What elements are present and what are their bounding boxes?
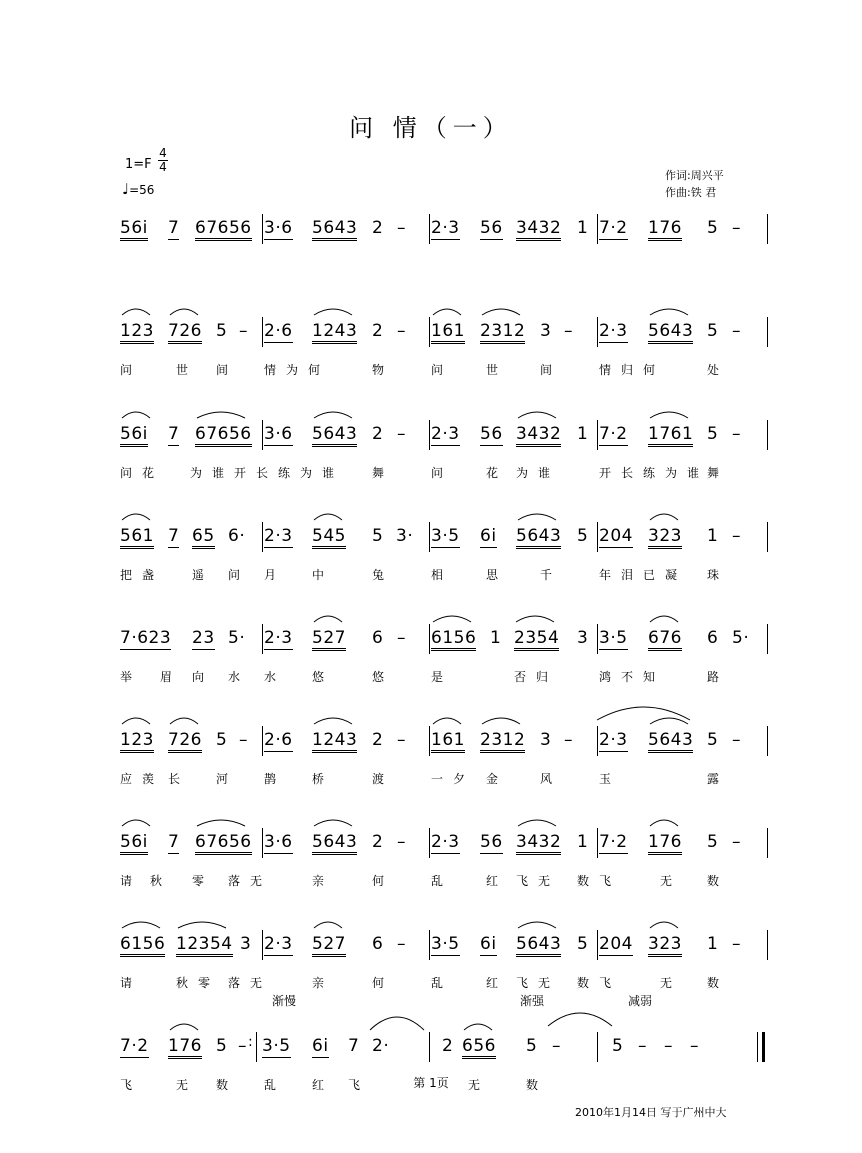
note-group: 5· [228,628,246,648]
note-group: – [397,628,406,648]
lyric-text: 何 [372,874,385,888]
note-group: 5 [372,526,384,546]
note-group: – [664,1036,673,1056]
note-group: 204 [599,934,633,954]
note-group: 65 [192,526,215,549]
note-group: 3·5 [431,526,460,546]
note-group: 7·2 [599,424,628,444]
note-group: 3 [540,730,552,750]
lyric-text: 间 [216,363,229,377]
note-group: 5 [216,730,228,750]
lyric-text: 红 [312,1078,325,1092]
slur-mark [464,1024,492,1030]
note-group: – [732,934,741,954]
note-group: 176 [168,1036,202,1059]
lyric-text: 无 [176,1078,189,1092]
note-group: – [732,218,741,238]
lyric-text: 为谁开长练为谁 [190,466,345,480]
lyric-text: 桥 [312,772,325,786]
lyric-text: 遥 [192,568,205,582]
slur-mark [314,514,342,520]
note-group: 5 [707,730,719,750]
note-group: 3·5 [262,1036,291,1056]
note-group: 3 [240,934,252,954]
note-group: 6 [707,628,719,648]
lyric-text: 无 [660,976,673,990]
note-group: 7 [168,424,180,444]
slur-mark [482,718,520,724]
note-group: 6i [480,526,497,546]
lyric-text: 问 [431,466,444,480]
lyric-text: 飞无 [516,874,561,888]
lyric-text: 问 [431,363,444,377]
note-group: 3 [577,628,589,648]
note-group: 5 [612,1036,624,1056]
lyric-text: 处 [707,363,720,377]
note-group: 2 [442,1036,454,1056]
tempo-value: =56 [129,183,155,197]
note-group: 5643 [312,832,357,855]
lyric-text: 把盏 [120,568,165,582]
key-signature: 1=F [125,157,152,172]
lyric-text: 何 [372,976,385,990]
slur-mark [433,616,471,622]
dynamic-marking: 渐强 [520,994,545,1008]
note-group: – [397,832,406,852]
note-group: – [397,730,406,750]
lyric-text: 年泪已凝 [599,568,688,582]
lyricist-credit: 作词:周兴平 [665,169,724,182]
lyric-text: 兔 [372,568,385,582]
slur-mark [482,309,520,315]
note-group: 6156 [120,934,165,957]
lyric-text: 千 [540,568,553,582]
slur-mark [518,820,556,826]
note-group: 1 [577,832,589,852]
note-group: 7·2 [599,832,628,852]
lyric-text: 珠 [707,568,720,582]
note-group: 1 [577,218,589,238]
slur-mark [197,412,245,418]
lyric-text: 相 [431,568,444,582]
slur-mark [650,820,678,826]
lyric-text: 河 [216,772,229,786]
note-group: 5643 [648,730,693,753]
note-group: 56 [480,218,503,238]
lyric-text: 数飞 [577,874,622,888]
note-group: 12354 [176,934,233,957]
note-group: – [239,730,248,750]
lyric-text: 舞 [372,466,385,480]
note-group: 527 [312,934,346,957]
note-group: 2 [372,321,384,341]
time-sig-top: 4 [159,146,167,160]
note-group: 2312 [480,321,525,344]
note-group: 3·6 [264,832,293,852]
note-group: 5· [732,628,750,648]
quarter-note-icon: ♩ [122,180,130,198]
slur-mark [650,616,678,622]
note-group: 161 [431,321,465,344]
slur-mark [433,718,461,724]
lyric-text: 飞 [348,1078,361,1092]
dynamic-marking: 减弱 [628,994,653,1008]
note-group: – [732,526,741,546]
note-group: 6156 [431,628,476,651]
lyric-text: 秋零 [176,976,221,990]
note-group: 5 [577,526,589,546]
note-group: 2·6 [264,321,293,341]
slur-mark [548,1013,612,1026]
note-group: 527 [312,628,346,651]
note-group: 6 [372,628,384,648]
lyric-text: 数 [526,1078,539,1092]
lyric-text: 金 [486,772,499,786]
lyric-text: 落无 [228,874,273,888]
note-group: 5643 [312,424,357,447]
note-group: 323 [648,934,682,957]
note-group: 1 [490,628,502,648]
lyric-text: 数 [707,976,720,990]
lyric-text: 悠 [372,670,385,684]
slur-mark [170,309,198,315]
note-group: 1761 [648,424,693,447]
slur-mark [650,514,678,520]
note-group: 5643 [516,934,561,957]
lyric-text: 中 [312,568,325,582]
lyric-text: 乱 [431,976,444,990]
note-group: 5643 [516,526,561,549]
lyric-text: 数 [216,1078,229,1092]
lyric-text: 举 [120,670,133,684]
note-group: 5 [707,832,719,852]
note-group: 123 [120,321,154,344]
slur-mark [314,718,352,724]
lyric-text: 渡 [372,772,385,786]
slur-mark [518,514,556,520]
note-group: 561 [120,526,154,549]
lyric-text: 请 [120,976,133,990]
note-group: 2·3 [264,628,293,648]
note-group: 2·3 [431,832,460,852]
slur-mark [597,707,690,720]
lyric-text: 应羡 [120,772,165,786]
note-group: 176 [648,832,682,855]
lyric-text: 水 [228,670,241,684]
lyric-text: 一夕 [431,772,476,786]
slur-mark [178,922,226,928]
slur-mark [370,1017,424,1030]
lyric-text: 水 [264,670,277,684]
note-group: 1243 [312,730,357,753]
slur-mark [122,718,150,724]
note-group: 176 [648,218,682,241]
note-group: 1 [707,934,719,954]
lyric-text: 无 [660,874,673,888]
note-group: 3432 [516,424,561,447]
slur-mark [650,412,688,418]
note-group: 161 [431,730,465,753]
time-sig-bottom: 4 [159,160,167,174]
note-group: – [239,321,248,341]
note-group: 1243 [312,321,357,344]
note-group: 545 [312,526,346,549]
note-group: 56i [120,424,148,447]
lyric-text: 思 [486,568,499,582]
lyric-text: 情为何 [264,363,331,377]
note-group: 2·6 [264,730,293,750]
slur-mark [122,922,160,928]
note-group: – [564,321,573,341]
note-group: 7 [168,218,180,238]
note-group: – [732,730,741,750]
note-group: 2· [372,1036,390,1056]
note-group: 726 [168,321,202,344]
note-group: – [732,424,741,444]
lyric-text: 乱 [264,1078,277,1092]
note-group: 656 [462,1036,496,1059]
lyric-text: 问 [228,568,241,582]
lyric-text: 问 [120,363,133,377]
note-group: – [238,1036,247,1056]
note-group: 6i [312,1036,329,1056]
note-group: 7 [168,832,180,852]
note-group: 2·3 [264,526,293,546]
note-group: 3· [396,526,414,546]
lyric-text: 亲 [312,976,325,990]
note-group: 3432 [516,832,561,855]
note-group: 7 [348,1036,360,1056]
note-group: – [638,1036,647,1056]
lyric-text: 为谁 [516,466,561,480]
note-group: 676 [648,628,682,651]
lyric-text: 间 [540,363,553,377]
slur-mark [122,820,150,826]
note-group: – [552,1036,561,1056]
slur-mark [314,412,352,418]
note-group: 2·3 [431,218,460,238]
page-number: 第 1页 [413,1076,449,1090]
note-group: 2354 [514,628,559,651]
slur-mark [650,309,688,315]
lyric-text: 无 [468,1078,481,1092]
lyric-text: 开长练为谁 [599,466,710,480]
lyric-text: 是 [431,670,444,684]
lyric-text: 世 [486,363,499,377]
note-group: 2·3 [264,934,293,954]
slur-mark [314,922,342,928]
note-group: 7·2 [120,1036,149,1056]
note-group: 1 [577,424,589,444]
note-group: 3·6 [264,424,293,444]
slur-mark [314,820,352,826]
note-group: 56i [120,832,148,855]
note-group: 7·623 [120,628,172,648]
slur-mark [433,309,461,315]
lyric-text: 落无 [228,976,273,990]
lyric-text: 红 [486,874,499,888]
lyric-text: 亲 [312,874,325,888]
lyric-text: 鸿不知 [599,670,666,684]
lyric-text: 月 [264,568,277,582]
slur-mark [170,718,198,724]
footer-date: 2010年1月14日 写于广州中大 [575,1106,727,1119]
lyric-text: 数 [707,874,720,888]
lyric-text: 红 [486,976,499,990]
note-group: 2 [372,730,384,750]
lyric-text: 舞 [707,466,720,480]
slur-mark [518,922,556,928]
slur-mark [314,309,352,315]
lyric-text: 秋 [150,874,163,888]
note-group: 323 [648,526,682,549]
note-group: 3·6 [264,218,293,238]
lyric-text: 问花 [120,466,165,480]
note-group: – [732,832,741,852]
note-group: 5 [577,934,589,954]
note-group: – [690,1036,699,1056]
lyric-text: 请 [120,874,133,888]
lyric-text: 乱 [431,874,444,888]
slur-mark [197,820,245,826]
slur-mark [650,922,678,928]
slur-mark [122,412,150,418]
note-group: 3 [540,321,552,341]
note-group: 5643 [648,321,693,344]
lyric-text: 风 [540,772,553,786]
note-group: 23 [192,628,215,648]
note-group: 67656 [195,218,252,241]
note-group: – [397,424,406,444]
lyric-text: 鹊 [264,772,277,786]
note-group: 204 [599,526,633,546]
slur-mark [650,718,688,724]
slur-mark [518,412,556,418]
note-group: 2 [372,832,384,852]
slur-mark [122,514,150,520]
note-group: – [732,321,741,341]
lyric-text: 零 [192,874,205,888]
note-group: 56 [480,424,503,444]
note-group: 3·5 [599,628,628,648]
note-group: 123 [120,730,154,753]
note-group: 6 [372,934,384,954]
note-group: 67656 [195,424,252,447]
note-group: – [397,218,406,238]
note-group: 5 [707,321,719,341]
note-group: 56 [480,832,503,852]
lyric-text: 情归何 [599,363,666,377]
lyric-text: 数飞 [577,976,622,990]
note-group: – [397,934,406,954]
note-group: 2 [372,424,384,444]
note-group: 5 [707,218,719,238]
note-group: 56i [120,218,148,241]
note-group: 2·3 [431,424,460,444]
note-group: 2 [372,218,384,238]
note-group: – [564,730,573,750]
note-group: 1 [707,526,719,546]
page-title: 问 情（一） [349,114,513,142]
lyric-text: 物 [372,363,385,377]
note-group: 5 [216,1036,228,1056]
slur-mark [122,309,150,315]
note-group: 3432 [516,218,561,241]
note-group: 5643 [312,218,357,241]
note-group: – [397,321,406,341]
note-group: 2312 [480,730,525,753]
slur-mark [170,1024,198,1030]
note-group: 5 [707,424,719,444]
note-group: 6i [480,934,497,954]
repeat-dots: : [248,1034,254,1050]
note-group: 3·5 [431,934,460,954]
note-group: 5 [526,1036,538,1056]
note-group: 67656 [195,832,252,855]
lyric-text: 眉 [160,670,173,684]
slur-mark [314,616,342,622]
lyric-text: 世 [176,363,189,377]
lyric-text: 悠 [312,670,325,684]
lyric-text: 长 [168,772,181,786]
lyric-text: 否归 [514,670,559,684]
lyric-text: 飞无 [516,976,561,990]
lyric-text: 花 [486,466,499,480]
note-group: 726 [168,730,202,753]
note-group: 6· [228,526,246,546]
lyric-text: 玉 [599,772,612,786]
slur-mark [516,616,554,622]
composer-credit: 作曲:铁 君 [665,186,717,199]
note-group: 5 [216,321,228,341]
lyric-text: 路 [707,670,720,684]
lyric-text: 露 [707,772,720,786]
note-group: 7 [168,526,180,546]
note-group: 2·3 [599,730,628,750]
lyric-text: 向 [192,670,205,684]
note-group: 7·2 [599,218,628,238]
note-group: 2·3 [599,321,628,341]
dynamic-marking: 渐慢 [272,994,297,1008]
lyric-text: 飞 [120,1078,133,1092]
